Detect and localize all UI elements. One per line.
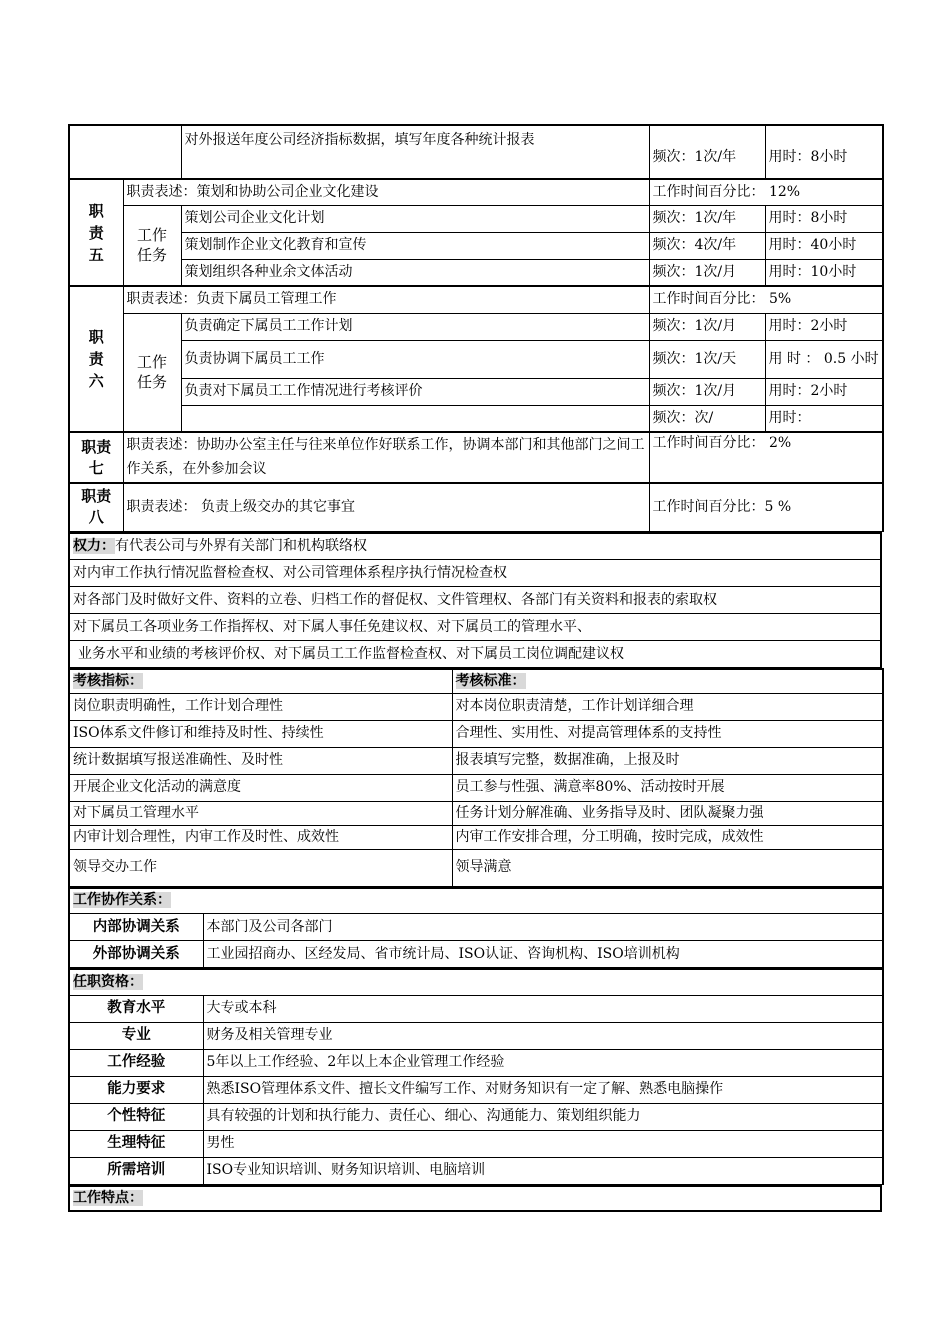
duty6-label: 职 责 六 [69, 286, 123, 432]
qualification-row [69, 1049, 883, 1076]
task-frequency: 频次：1次/年 [649, 125, 765, 179]
duty7-percent: 工作时间百分比： 2% [649, 432, 883, 483]
task-text: 策划公司企业文化计划 [181, 205, 649, 232]
cooperation-value: 工业园招商办、区经发局、省市统计局、ISO认证、咨询机构、ISO培训机构 [203, 941, 883, 968]
qualification-row [69, 1103, 883, 1130]
task-text [181, 405, 649, 432]
duty6-desc-row [69, 286, 883, 313]
duty-task-row [69, 125, 883, 179]
duty6-description: 职责表述：负责下属员工管理工作 [123, 286, 649, 313]
qualification-label: 专业 [69, 1022, 203, 1049]
duty5-label: 职 责 五 [69, 179, 123, 286]
authority-line [69, 641, 881, 668]
task-frequency: 频次：1次/月 [649, 378, 765, 405]
indicator-header-cell [69, 669, 452, 693]
features-header-cell [69, 1186, 881, 1211]
duty8-percent: 工作时间百分比：5 % [649, 483, 883, 531]
qualification-value: 5年以上工作经验、2年以上本企业管理工作经验 [203, 1049, 883, 1076]
indicator-text: 岗位职责明确性，工作计划合理性 [69, 693, 452, 720]
authority-first-text: 有代表公司与外界有关部门和机构联络权 [115, 537, 367, 554]
duty8-row [69, 483, 883, 531]
features-header-row [69, 1186, 881, 1211]
task-time: 用时：8小时 [765, 125, 883, 179]
qualification-header-row [69, 969, 883, 995]
task-text: 负责确定下属员工工作计划 [181, 313, 649, 340]
qualification-row [69, 995, 883, 1022]
duty5-percent: 工作时间百分比： 12% [649, 179, 883, 205]
task-frequency: 频次：4次/年 [649, 232, 765, 259]
indicator-text: 开展企业文化活动的满意度 [69, 774, 452, 801]
assessment-row [69, 720, 883, 747]
indicator-text: 领导交办工作 [69, 849, 452, 886]
indicator-text: ISO体系文件修订和维持及时性、持续性 [69, 720, 452, 747]
authority-line [69, 587, 881, 614]
qualification-row [69, 1022, 883, 1049]
task-frequency: 频次：次/ [649, 405, 765, 432]
assessment-row [69, 774, 883, 801]
task-frequency: 频次：1次/月 [649, 259, 765, 286]
task-time: 用 时 ： 0.5 小时 [765, 340, 883, 378]
task-time: 用时：40小时 [765, 232, 883, 259]
qualification-label: 工作经验 [69, 1049, 203, 1076]
indicator-title: 考核指标： [73, 672, 143, 689]
cooperation-label: 外部协调关系 [69, 941, 203, 968]
standard-header-cell [452, 669, 883, 693]
authority-line [69, 614, 881, 641]
assessment-row [69, 825, 883, 849]
cooperation-table [68, 887, 884, 969]
qualification-row [69, 1157, 883, 1184]
duty6-task-row [69, 378, 883, 405]
duty8-label: 职责 八 [69, 483, 123, 531]
duty6-task-row [69, 313, 883, 340]
indicator-text: 统计数据填写报送准确性、及时性 [69, 747, 452, 774]
authority-line [69, 560, 881, 587]
qualification-value: 财务及相关管理专业 [203, 1022, 883, 1049]
task-frequency: 频次：1次/年 [649, 205, 765, 232]
standard-title: 考核标准： [455, 672, 526, 689]
duty7-description: 职责表述：协助办公室主任与往来单位作好联系工作，协调本部门和其他部门之间工作关系，在外参加会议 [123, 432, 649, 483]
standard-text: 任务计划分解准确、业务指导及时、团队凝聚力强 [452, 801, 883, 825]
duties-table [68, 124, 884, 532]
qualification-value: 熟悉ISO管理体系文件、擅长文件编写工作、对财务知识有一定了解、熟悉电脑操作 [203, 1076, 883, 1103]
authority-text: 对各部门及时做好文件、资料的立卷、归档工作的督促权、文件管理权、各部门有关资料和报表的索取权 [69, 587, 881, 614]
duty6-task-row [69, 405, 883, 432]
task-text: 对外报送年度公司经济指标数据，填写年度各种统计报表 [181, 125, 649, 179]
cooperation-header-cell [69, 888, 883, 914]
duty5-task-label: 工作 任务 [123, 205, 181, 286]
authority-header-row [69, 533, 881, 560]
authority-title: 权力： [73, 537, 115, 554]
task-frequency: 频次：1次/天 [649, 340, 765, 378]
qualification-header-cell [69, 969, 883, 995]
cooperation-row [69, 914, 883, 941]
duty5-task-row [69, 205, 883, 232]
authority-table [68, 532, 882, 669]
authority-text: 对内审工作执行情况监督检查权、对公司管理体系程序执行情况检查权 [69, 560, 881, 587]
qualification-row [69, 1076, 883, 1103]
qualification-value: 男性 [203, 1130, 883, 1157]
authority-text: 对下属员工各项业务工作指挥权、对下属人事任免建议权、对下属员工的管理水平、 [69, 614, 881, 641]
cooperation-title: 工作协作关系： [73, 892, 171, 909]
qualification-label: 所需培训 [69, 1157, 203, 1184]
assessment-table [68, 668, 884, 887]
empty-cell [69, 125, 181, 179]
standard-text: 合理性、实用性、对提高管理体系的支持性 [452, 720, 883, 747]
assessment-row [69, 801, 883, 825]
qualification-row [69, 1130, 883, 1157]
assessment-row [69, 747, 883, 774]
cooperation-row [69, 941, 883, 968]
duty5-task-row [69, 232, 883, 259]
authority-first-line [69, 533, 881, 560]
task-time: 用时：10小时 [765, 259, 883, 286]
task-text: 策划组织各种业余文体活动 [181, 259, 649, 286]
task-time: 用时：2小时 [765, 313, 883, 340]
duty7-row [69, 432, 883, 483]
duty6-task-row [69, 340, 883, 378]
standard-text: 内审工作安排合理，分工明确，按时完成，成效性 [452, 825, 883, 849]
qualification-label: 个性特征 [69, 1103, 203, 1130]
duty5-task-row [69, 259, 883, 286]
duty5-description: 职责表述：策划和协助公司企业文化建设 [123, 179, 649, 205]
duty8-description: 职责表述： 负责上级交办的其它事宜 [123, 483, 649, 531]
standard-text: 报表填写完整，数据准确，上报及时 [452, 747, 883, 774]
standard-text: 员工参与性强、满意率80%、活动按时开展 [452, 774, 883, 801]
cooperation-value: 本部门及公司各部门 [203, 914, 883, 941]
qualification-label: 生理特征 [69, 1130, 203, 1157]
cooperation-label: 内部协调关系 [69, 914, 203, 941]
task-text: 负责对下属员工工作情况进行考核评价 [181, 378, 649, 405]
assessment-row [69, 693, 883, 720]
qualification-title: 任职资格： [73, 973, 143, 990]
duty6-percent: 工作时间百分比： 5% [649, 286, 883, 313]
qualification-table [68, 968, 884, 1185]
standard-text: 对本岗位职责清楚，工作计划详细合理 [452, 693, 883, 720]
duty7-label: 职责 七 [69, 432, 123, 483]
task-text: 负责协调下属员工工作 [181, 340, 649, 378]
features-table [68, 1185, 882, 1212]
assessment-header-row [69, 669, 883, 693]
task-time: 用时：2小时 [765, 378, 883, 405]
indicator-text: 内审计划合理性，内审工作及时性、成效性 [69, 825, 452, 849]
qualification-value: ISO专业知识培训、财务知识培训、电脑培训 [203, 1157, 883, 1184]
qualification-label: 能力要求 [69, 1076, 203, 1103]
cooperation-header-row [69, 888, 883, 914]
job-description-sheet [68, 124, 882, 1212]
duty6-task-label: 工作 任务 [123, 313, 181, 432]
qualification-value: 大专或本科 [203, 995, 883, 1022]
task-time: 用时： [765, 405, 883, 432]
standard-text: 领导满意 [452, 849, 883, 886]
duty5-desc-row [69, 179, 883, 205]
authority-text: 业务水平和业绩的考核评价权、对下属员工工作监督检查权、对下属员工岗位调配建议权 [69, 641, 881, 668]
indicator-text: 对下属员工管理水平 [69, 801, 452, 825]
assessment-row [69, 849, 883, 886]
task-frequency: 频次：1次/月 [649, 313, 765, 340]
task-text: 策划制作企业文化教育和宣传 [181, 232, 649, 259]
features-title: 工作特点： [73, 1189, 143, 1206]
task-time: 用时：8小时 [765, 205, 883, 232]
qualification-label: 教育水平 [69, 995, 203, 1022]
qualification-value: 具有较强的计划和执行能力、责任心、细心、沟通能力、策划组织能力 [203, 1103, 883, 1130]
